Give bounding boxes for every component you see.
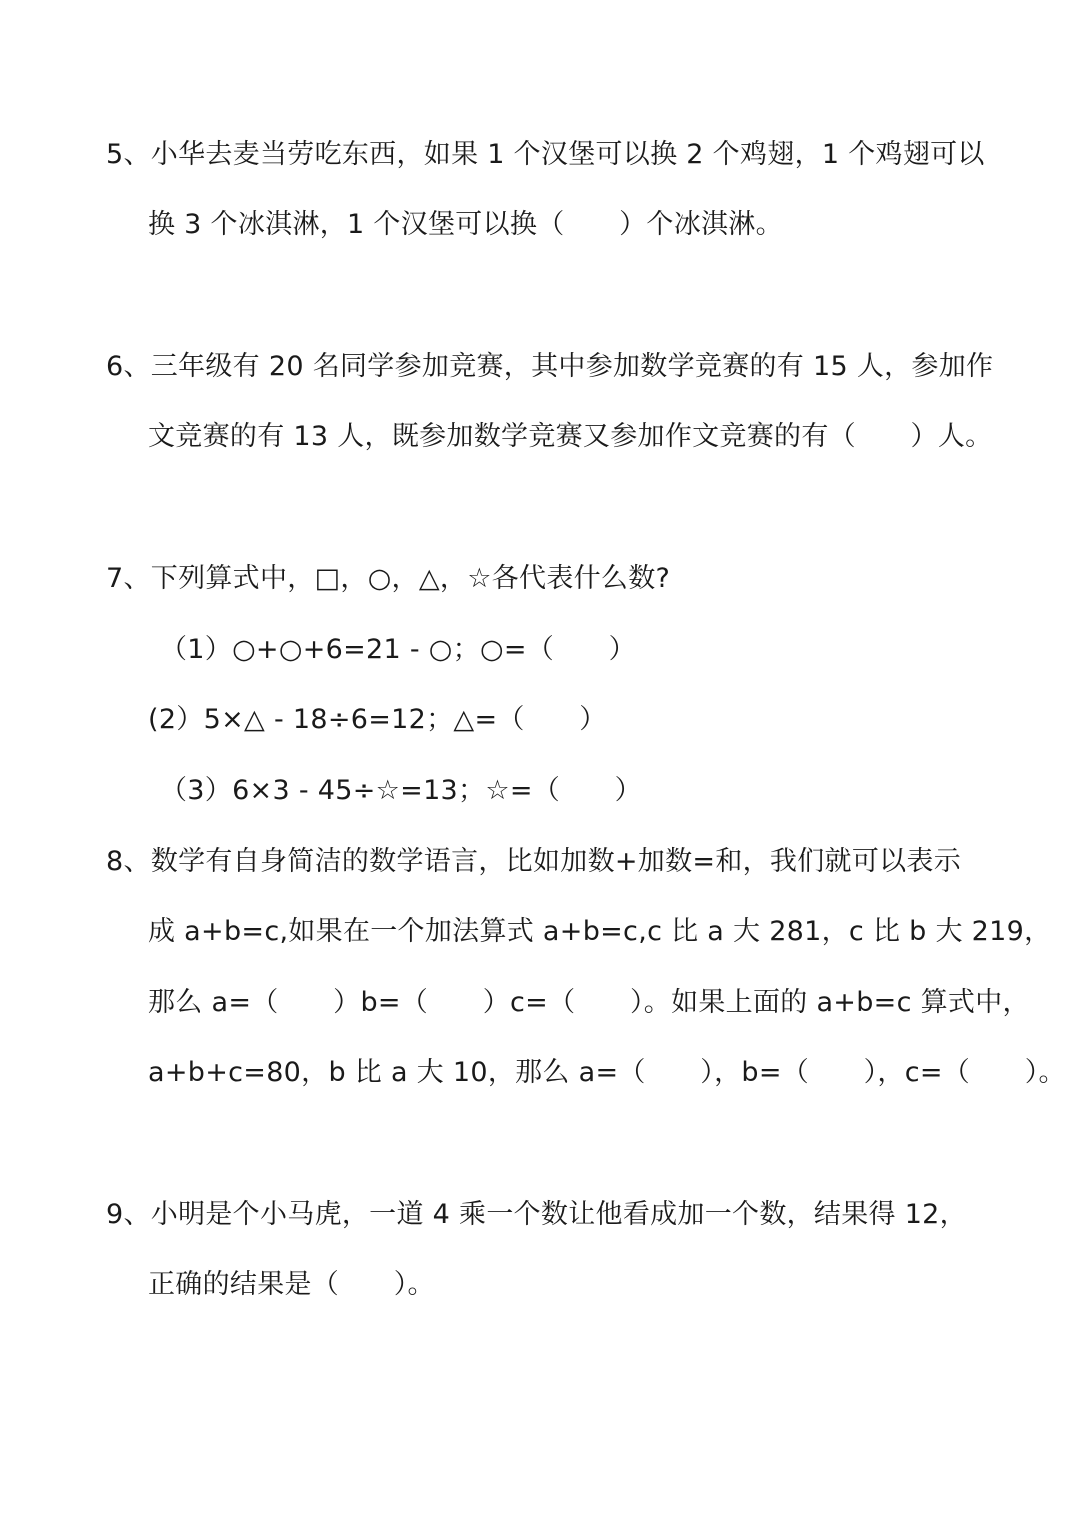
question-6-line-1: 6、三年级有 20 名同学参加竞赛，其中参加数学竞赛的有 15 人，参加作: [106, 351, 994, 382]
question-6-line-2: 文竞赛的有 13 人，既参加数学竞赛又参加作文竞赛的有（ ）人。: [148, 421, 993, 452]
question-7-sub-item-3: （3）6×3 - 45÷☆=13；☆=（ ）: [160, 775, 642, 806]
question-8-line-3: 那么 a=（ ）b=（ ）c=（ ）。如果上面的 a+b=c 算式中，: [148, 987, 1030, 1018]
question-5-line-1: 5、小华去麦当劳吃东西，如果 1 个汉堡可以换 2 个鸡翅，1 个鸡翅可以: [106, 139, 985, 170]
question-7-line-1: 7、下列算式中，□，○，△，☆各代表什么数?: [106, 563, 671, 594]
question-8-line-2: 成 a+b=c,如果在一个加法算式 a+b=c,c 比 a 大 281，c 比 b 大 219，: [148, 916, 1052, 947]
question-8-line-1: 8、数学有自身简洁的数学语言，比如加数+加数=和，我们就可以表示: [106, 846, 962, 877]
question-7-sub-item-1: （1）○+○+6=21 - ○；○=（ ）: [160, 634, 636, 665]
question-9-line-1: 9、小明是个小马虎，一道 4 乘一个数让他看成加一个数，结果得 12，: [106, 1199, 967, 1230]
question-7-sub-item-2: (2）5×△ - 18÷6=12；△=（ ）: [148, 704, 607, 735]
question-5-line-2: 换 3 个冰淇淋，1 个汉堡可以换（ ）个冰淇淋。: [148, 209, 783, 240]
question-8-line-4: a+b+c=80，b 比 a 大 10，那么 a=（ ），b=（ ），c=（ ）。: [148, 1057, 1066, 1088]
question-9-line-2: 正确的结果是（ ）。: [148, 1269, 435, 1300]
